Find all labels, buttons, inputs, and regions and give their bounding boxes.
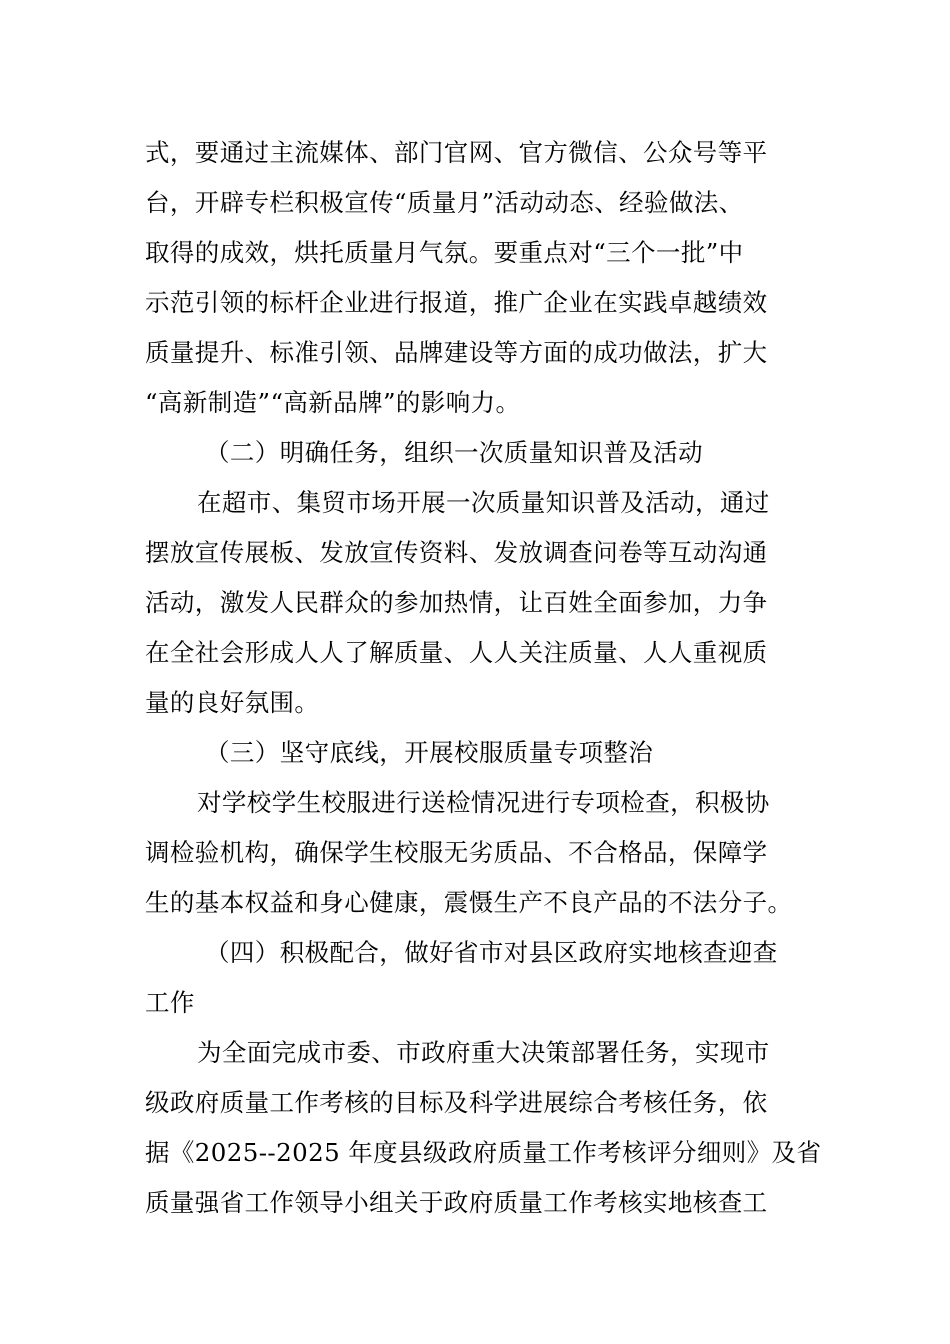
paragraph-line: 质量强省工作领导小组关于政府质量工作考核实地核查工 (145, 1188, 768, 1217)
section-heading: （四）积极配合，做好省市对县区政府实地核查迎查 (205, 938, 778, 967)
paragraph-line: 级政府质量工作考核的目标及科学进展综合考核任务，依 (145, 1088, 768, 1117)
paragraph-line: 生的基本权益和身心健康，震慑生产不良产品的不法分子。 (145, 888, 793, 917)
paragraph-line: 活动，激发人民群众的参加热情，让百姓全面参加，力争 (145, 588, 768, 617)
paragraph-first-line: 对学校学生校服进行送检情况进行专项检查，积极协 (197, 788, 770, 817)
section-heading: （二）明确任务，组织一次质量知识普及活动 (205, 438, 703, 467)
paragraph-line: 摆放宣传展板、发放宣传资料、发放调查问卷等互动沟通 (145, 538, 768, 567)
paragraph-first-line: 为全面完成市委、市政府重大决策部署任务，实现市 (197, 1038, 770, 1067)
paragraph-first-line: 在超市、集贸市场开展一次质量知识普及活动，通过 (197, 488, 770, 517)
paragraph-line: 示范引领的标杆企业进行报道，推广企业在实践卓越绩效 (145, 288, 768, 317)
paragraph-line: 据《2025--2025 年度县级政府质量工作考核评分细则》及省 (145, 1138, 822, 1167)
paragraph-line: 量的良好氛围。 (145, 688, 320, 717)
paragraph-line: 质量提升、标准引领、品牌建设等方面的成功做法，扩大 (145, 338, 768, 367)
paragraph-line: 调检验机构，确保学生校服无劣质品、不合格品，保障学 (145, 838, 768, 867)
section-heading: （三）坚守底线，开展校服质量专项整治 (205, 738, 654, 767)
paragraph-line: 在全社会形成人人了解质量、人人关注质量、人人重视质 (145, 638, 768, 667)
paragraph-line: 式，要通过主流媒体、部门官网、官方微信、公众号等平 (145, 138, 768, 167)
section-heading-continuation: 工作 (145, 988, 195, 1017)
paragraph-line: 取得的成效，烘托质量月气氛。要重点对“三个一批”中 (145, 238, 744, 267)
document-body (145, 128, 822, 1228)
paragraph-line: 台，开辟专栏积极宣传“质量月”活动动态、经验做法、 (145, 188, 744, 217)
paragraph-line: “高新制造”“高新品牌”的影响力。 (145, 388, 521, 417)
